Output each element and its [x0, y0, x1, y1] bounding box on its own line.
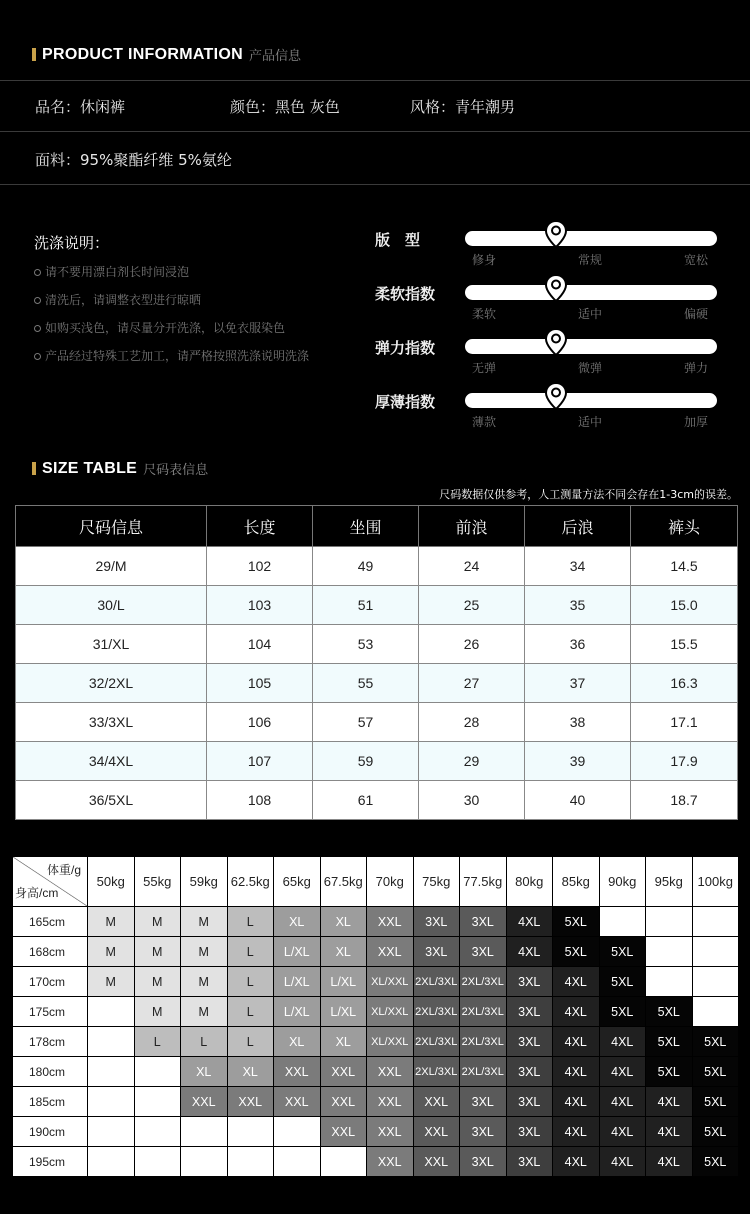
size-cell: 5XL — [553, 937, 600, 967]
size-cell: 4XL — [506, 937, 553, 967]
grid-row — [13, 1087, 739, 1117]
slider-tick-label: 适中 — [578, 307, 603, 321]
table-cell: 14.5 — [631, 547, 738, 586]
size-cell: 2XL/3XL — [413, 997, 460, 1027]
size-cell: 5XL — [646, 1027, 693, 1057]
table-cell: 28 — [419, 703, 525, 742]
size-cell: XXL — [413, 1147, 460, 1177]
size-cell: 4XL — [553, 1027, 600, 1057]
size-cell: XXL — [274, 1087, 321, 1117]
size-cell: L/XL — [274, 937, 321, 967]
table-row — [16, 586, 738, 625]
size-cell — [134, 1057, 181, 1087]
slider-tick-label: 宽松 — [684, 253, 709, 267]
size-cell: XXL — [367, 937, 414, 967]
table-cell: 32/2XL — [16, 664, 207, 703]
slider-track — [465, 339, 717, 354]
size-cell: 5XL — [646, 997, 693, 1027]
size-cell: 3XL — [506, 1147, 553, 1177]
size-cell: XL/XXL — [367, 997, 414, 1027]
size-cell: XXL — [367, 1117, 414, 1147]
table-cell: 40 — [525, 781, 631, 820]
size-cell — [692, 937, 739, 967]
table-cell: 29/M — [16, 547, 207, 586]
size-cell: XXL — [367, 1057, 414, 1087]
size-cell: 2XL/3XL — [460, 1057, 507, 1087]
size-cell: XXL — [367, 1147, 414, 1177]
size-cell: XXL — [320, 1087, 367, 1117]
map-pin-icon — [545, 274, 567, 302]
size-cell — [274, 1117, 321, 1147]
size-cell: XL/XXL — [367, 967, 414, 997]
column-header: 长度 — [207, 506, 313, 547]
size-table-subtitle: 尺码表信息 — [143, 463, 209, 478]
table-cell: 18.7 — [631, 781, 738, 820]
table-row — [16, 547, 738, 586]
divider — [0, 184, 750, 185]
weight-header: 90kg — [599, 857, 646, 907]
size-cell: M — [88, 937, 135, 967]
table-cell: 36/5XL — [16, 781, 207, 820]
grid-row — [13, 967, 739, 997]
slider-tick-label: 薄款 — [472, 415, 497, 429]
size-cell — [134, 1117, 181, 1147]
size-cell: M — [134, 967, 181, 997]
bullet-icon — [34, 297, 41, 304]
size-cell: L/XL — [320, 967, 367, 997]
size-cell: 3XL — [506, 967, 553, 997]
size-cell: M — [134, 997, 181, 1027]
table-cell: 59 — [313, 742, 419, 781]
product-fabric: 面料：95%聚酯纤维 5%氨纶 — [35, 151, 232, 169]
size-cell: L — [227, 907, 274, 937]
size-cell: 3XL — [506, 1027, 553, 1057]
weight-header: 95kg — [646, 857, 693, 907]
slider-label: 版 型 — [375, 231, 421, 249]
size-cell: M — [88, 907, 135, 937]
size-cell: XL — [320, 1027, 367, 1057]
map-pin-icon — [545, 220, 567, 248]
size-cell: 4XL — [553, 1117, 600, 1147]
column-header: 尺码信息 — [16, 506, 207, 547]
height-label: 170cm — [13, 967, 88, 997]
size-cell: 4XL — [599, 1027, 646, 1057]
weight-header: 85kg — [553, 857, 600, 907]
size-cell: 4XL — [599, 1087, 646, 1117]
size-cell — [692, 907, 739, 937]
size-cell: XXL — [367, 1087, 414, 1117]
weight-axis-label: 体重/g — [46, 863, 81, 877]
size-cell — [134, 1147, 181, 1177]
weight-header: 50kg — [88, 857, 135, 907]
size-cell: XL — [181, 1057, 228, 1087]
size-cell — [88, 1117, 135, 1147]
size-cell: 5XL — [646, 1057, 693, 1087]
table-cell: 103 — [207, 586, 313, 625]
table-cell: 16.3 — [631, 664, 738, 703]
size-cell: 5XL — [599, 967, 646, 997]
size-cell: 2XL/3XL — [460, 1027, 507, 1057]
size-table-header — [32, 459, 208, 478]
weight-header: 70kg — [367, 857, 414, 907]
size-cell: 5XL — [692, 1057, 739, 1087]
bullet-icon — [34, 269, 41, 276]
table-cell: 27 — [419, 664, 525, 703]
size-cell: 2XL/3XL — [413, 1057, 460, 1087]
size-cell — [692, 997, 739, 1027]
table-cell: 15.5 — [631, 625, 738, 664]
weight-header: 75kg — [413, 857, 460, 907]
size-cell: L — [227, 997, 274, 1027]
table-cell: 105 — [207, 664, 313, 703]
size-cell: 3XL — [413, 937, 460, 967]
bullet-icon — [34, 353, 41, 360]
size-cell: 3XL — [506, 1057, 553, 1087]
size-cell: 4XL — [553, 1057, 600, 1087]
table-cell: 61 — [313, 781, 419, 820]
product-info-title: PRODUCT INFORMATION — [42, 45, 243, 63]
table-cell: 106 — [207, 703, 313, 742]
size-cell: 2XL/3XL — [413, 1027, 460, 1057]
size-cell — [692, 967, 739, 997]
weight-header: 100kg — [692, 857, 739, 907]
table-cell: 55 — [313, 664, 419, 703]
size-cell: L/XL — [274, 997, 321, 1027]
size-cell: XL — [320, 907, 367, 937]
size-cell — [181, 1147, 228, 1177]
size-cell: L/XL — [320, 997, 367, 1027]
height-label: 178cm — [13, 1027, 88, 1057]
size-cell: 4XL — [599, 1057, 646, 1087]
size-cell: L — [227, 967, 274, 997]
size-cell: M — [181, 997, 228, 1027]
table-row — [16, 664, 738, 703]
product-info-header — [32, 45, 301, 64]
slider-tick-label: 常规 — [578, 253, 603, 267]
weight-header: 62.5kg — [227, 857, 274, 907]
height-label: 190cm — [13, 1117, 88, 1147]
size-cell — [646, 907, 693, 937]
weight-header: 77.5kg — [460, 857, 507, 907]
divider — [0, 80, 750, 81]
product-name: 品名：休闲裤 — [35, 98, 126, 116]
size-cell: 4XL — [646, 1087, 693, 1117]
size-cell — [274, 1147, 321, 1177]
table-cell: 34 — [525, 547, 631, 586]
weight-header: 65kg — [274, 857, 321, 907]
table-cell: 51 — [313, 586, 419, 625]
size-cell: XXL — [227, 1087, 274, 1117]
size-cell: 3XL — [460, 907, 507, 937]
size-cell — [320, 1147, 367, 1177]
table-cell: 36 — [525, 625, 631, 664]
table-row — [16, 703, 738, 742]
column-header: 前浪 — [419, 506, 525, 547]
size-cell: 5XL — [553, 907, 600, 937]
size-cell: 5XL — [599, 997, 646, 1027]
size-cell: XXL — [413, 1087, 460, 1117]
header-accent-bar — [32, 462, 36, 475]
size-cell: 4XL — [599, 1117, 646, 1147]
size-cell: 4XL — [599, 1147, 646, 1177]
size-cell: XL — [227, 1057, 274, 1087]
height-label: 180cm — [13, 1057, 88, 1087]
size-cell: XXL — [181, 1087, 228, 1117]
slider-track — [465, 285, 717, 300]
size-cell: L — [134, 1027, 181, 1057]
size-cell: 4XL — [553, 967, 600, 997]
size-cell: L — [227, 937, 274, 967]
wash-item: 请不要用漂白剂长时间浸泡 — [34, 263, 189, 280]
table-cell: 49 — [313, 547, 419, 586]
table-cell: 108 — [207, 781, 313, 820]
size-cell — [599, 907, 646, 937]
column-header: 坐围 — [313, 506, 419, 547]
table-cell: 104 — [207, 625, 313, 664]
product-style: 风格：青年潮男 — [410, 98, 516, 116]
wash-title: 洗涤说明： — [34, 234, 110, 252]
slider-label: 弹力指数 — [375, 339, 436, 357]
size-cell: 4XL — [553, 1147, 600, 1177]
table-cell: 107 — [207, 742, 313, 781]
height-axis-label: 身高/cm — [15, 886, 59, 900]
grid-row — [13, 1057, 739, 1087]
height-label: 175cm — [13, 997, 88, 1027]
bullet-icon — [34, 325, 41, 332]
table-cell: 17.9 — [631, 742, 738, 781]
size-cell: L — [181, 1027, 228, 1057]
size-cell: XXL — [274, 1057, 321, 1087]
size-cell: 4XL — [646, 1147, 693, 1177]
size-cell: 4XL — [506, 907, 553, 937]
table-cell: 30/L — [16, 586, 207, 625]
size-cell: 5XL — [692, 1027, 739, 1057]
size-cell: XXL — [320, 1117, 367, 1147]
column-header: 后浪 — [525, 506, 631, 547]
table-cell: 31/XL — [16, 625, 207, 664]
grid-row — [13, 1147, 739, 1177]
weight-header: 67.5kg — [320, 857, 367, 907]
size-cell — [181, 1117, 228, 1147]
divider — [0, 131, 750, 132]
weight-height-size-grid — [12, 856, 739, 1177]
size-cell: 3XL — [506, 997, 553, 1027]
table-cell: 37 — [525, 664, 631, 703]
table-cell: 26 — [419, 625, 525, 664]
size-cell: XL — [274, 907, 321, 937]
height-label: 185cm — [13, 1087, 88, 1117]
weight-header: 80kg — [506, 857, 553, 907]
slider-tick-label: 修身 — [472, 253, 497, 267]
size-cell — [646, 967, 693, 997]
table-cell: 24 — [419, 547, 525, 586]
size-cell — [88, 1027, 135, 1057]
slider-tick-label: 微弹 — [578, 361, 603, 375]
size-cell: 5XL — [692, 1147, 739, 1177]
wash-item: 产品经过特殊工艺加工，请严格按照洗涤说明洗涤 — [34, 347, 309, 364]
slider-tick-label: 偏硬 — [684, 307, 709, 321]
size-table — [15, 505, 738, 820]
slider-tick-label: 无弹 — [472, 361, 497, 375]
slider-label: 厚薄指数 — [375, 393, 436, 411]
size-cell: 3XL — [506, 1087, 553, 1117]
table-cell: 17.1 — [631, 703, 738, 742]
size-cell: 5XL — [692, 1087, 739, 1117]
size-cell: 4XL — [553, 997, 600, 1027]
grid-row — [13, 937, 739, 967]
size-cell: M — [181, 907, 228, 937]
weight-header: 59kg — [181, 857, 228, 907]
wash-item: 清洗后，请调整衣型进行晾晒 — [34, 291, 201, 308]
table-cell: 57 — [313, 703, 419, 742]
slider-track — [465, 393, 717, 408]
size-cell: XXL — [367, 907, 414, 937]
size-cell — [134, 1087, 181, 1117]
table-cell: 33/3XL — [16, 703, 207, 742]
size-cell: M — [181, 937, 228, 967]
size-cell: XL/XXL — [367, 1027, 414, 1057]
size-cell: L — [227, 1027, 274, 1057]
size-cell — [88, 1087, 135, 1117]
size-cell: M — [181, 967, 228, 997]
table-cell: 15.0 — [631, 586, 738, 625]
slider-label: 柔软指数 — [375, 285, 436, 303]
size-cell: M — [88, 967, 135, 997]
size-cell: M — [134, 907, 181, 937]
grid-row — [13, 1027, 739, 1057]
grid-row — [13, 907, 739, 937]
size-cell: 2XL/3XL — [413, 967, 460, 997]
table-row — [16, 625, 738, 664]
table-cell: 35 — [525, 586, 631, 625]
size-cell: 3XL — [460, 1117, 507, 1147]
size-cell: 3XL — [413, 907, 460, 937]
height-label: 165cm — [13, 907, 88, 937]
product-color: 颜色：黑色 灰色 — [230, 98, 340, 116]
grid-corner — [13, 857, 88, 907]
size-cell: L/XL — [274, 967, 321, 997]
header-accent-bar — [32, 48, 36, 61]
size-cell — [88, 1147, 135, 1177]
size-cell: XXL — [320, 1057, 367, 1087]
table-row — [16, 742, 738, 781]
size-cell: XL — [320, 937, 367, 967]
table-cell: 30 — [419, 781, 525, 820]
slider-tick-label: 加厚 — [684, 415, 709, 429]
size-cell — [646, 937, 693, 967]
size-cell: 3XL — [460, 1147, 507, 1177]
size-cell: 5XL — [599, 937, 646, 967]
grid-row — [13, 1117, 739, 1147]
height-label: 168cm — [13, 937, 88, 967]
size-cell — [88, 1057, 135, 1087]
size-cell: 3XL — [460, 1087, 507, 1117]
size-cell: XXL — [413, 1117, 460, 1147]
size-cell — [227, 1147, 274, 1177]
map-pin-icon — [545, 382, 567, 410]
column-header: 裤头 — [631, 506, 738, 547]
weight-header: 55kg — [134, 857, 181, 907]
wash-item: 如购买浅色，请尽量分开洗涤，以免衣服染色 — [34, 319, 285, 336]
table-cell: 102 — [207, 547, 313, 586]
table-cell: 38 — [525, 703, 631, 742]
size-cell — [88, 997, 135, 1027]
table-cell: 29 — [419, 742, 525, 781]
table-cell: 39 — [525, 742, 631, 781]
table-row — [16, 781, 738, 820]
slider-tick-label: 柔软 — [472, 307, 497, 321]
size-note: 尺码数据仅供参考，人工测量方法不同会存在1-3cm的误差。 — [439, 488, 738, 501]
grid-row — [13, 997, 739, 1027]
grid-header-row — [13, 857, 739, 907]
slider-tick-label: 弹力 — [684, 361, 709, 375]
slider-track — [465, 231, 717, 246]
size-cell: 4XL — [553, 1087, 600, 1117]
size-cell: 3XL — [506, 1117, 553, 1147]
size-cell: 5XL — [692, 1117, 739, 1147]
size-cell: 2XL/3XL — [460, 967, 507, 997]
table-cell: 34/4XL — [16, 742, 207, 781]
slider-tick-label: 适中 — [578, 415, 603, 429]
size-cell: M — [134, 937, 181, 967]
size-cell: 4XL — [646, 1117, 693, 1147]
size-cell: 3XL — [460, 937, 507, 967]
map-pin-icon — [545, 328, 567, 356]
product-info-subtitle: 产品信息 — [248, 49, 301, 64]
table-cell: 25 — [419, 586, 525, 625]
size-cell: XL — [274, 1027, 321, 1057]
size-cell — [227, 1117, 274, 1147]
size-table-title: SIZE TABLE — [42, 459, 138, 477]
size-table-header-row — [16, 506, 738, 547]
table-cell: 53 — [313, 625, 419, 664]
size-cell: 2XL/3XL — [460, 997, 507, 1027]
height-label: 195cm — [13, 1147, 88, 1177]
